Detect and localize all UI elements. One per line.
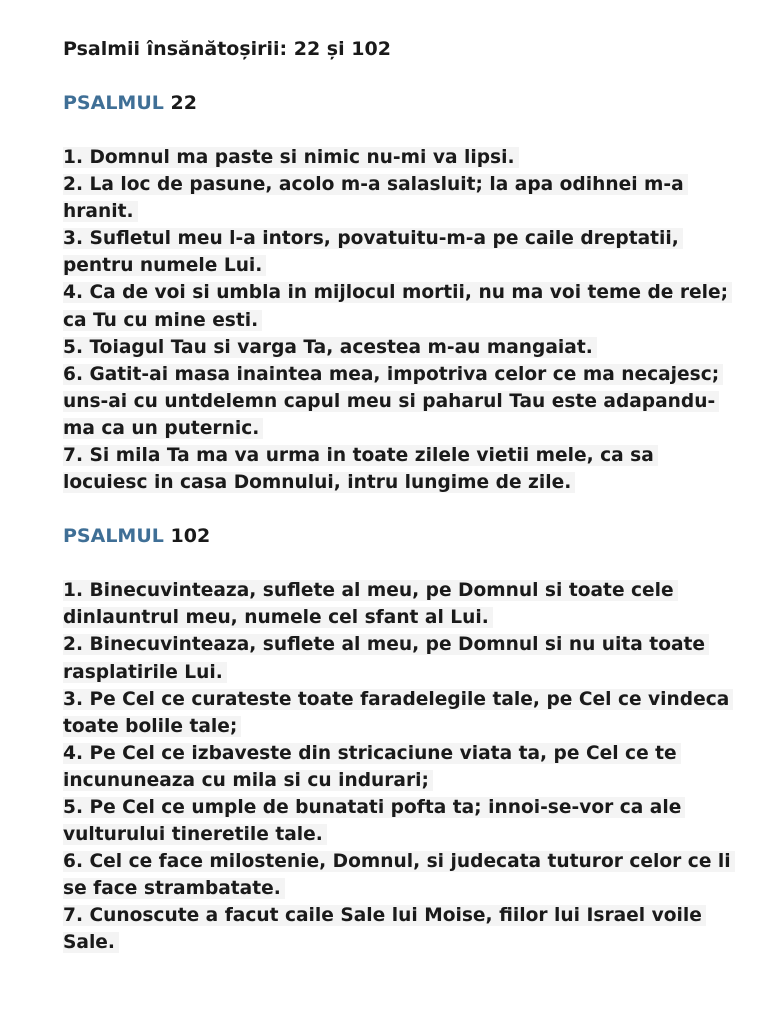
verse-5: 5. Pe Cel ce umple de bunatati pofta ta; innoi-se-vor ca ale vulturului tineretile tale.: [63, 797, 685, 845]
verse-3: 3. Sufletul meu l-a intors, povatuitu-m-a pe caile dreptatii, pentru numele Lui.: [63, 228, 683, 276]
psalm-heading-number: 22: [170, 92, 197, 114]
verse-6: 6. Cel ce face milostenie, Domnul, si judecata tuturor celor ce li se face strambatate.: [63, 851, 735, 899]
verse-5: 5. Toiagul Tau si varga Ta, acestea m-au mangaiat.: [63, 337, 597, 358]
verse-7: 7. Cunoscute a facut caile Sale lui Moise, fiilor lui Israel voile Sale.: [63, 905, 706, 953]
verse-2: 2. La loc de pasune, acolo m-a salasluit; la apa odihnei m-a hranit.: [63, 174, 688, 222]
psalm-102-verses: [63, 577, 733, 956]
psalm-102-section: [63, 523, 733, 956]
verse-2: 2. Binecuvinteaza, suflete al meu, pe Domnul si nu uita toate rasplatirile Lui.: [63, 634, 709, 682]
verse-4: 4. Pe Cel ce izbaveste din stricaciune viata ta, pe Cel ce te incununeaza cu mila si cu indurari;: [63, 743, 681, 791]
document-page: [63, 36, 733, 957]
verse-6: 6. Gatit-ai masa inaintea mea, impotriva celor ce ma necajesc; uns-ai cu untdelemn capul meu si paharul Tau este adapandu-ma ca un puternic.: [63, 364, 723, 439]
verse-3: 3. Pe Cel ce curateste toate faradelegile tale, pe Cel ce vindeca toate bolile tale;: [63, 689, 733, 737]
verse-1: 1. Domnul ma paste si nimic nu-mi va lipsi.: [63, 147, 519, 168]
verse-7: 7. Si mila Ta ma va urma in toate zilele vietii mele, ca sa locuiesc in casa Domnului, intru lungime de zile.: [63, 445, 658, 493]
psalm-heading-word: PSALMUL: [63, 525, 164, 548]
psalm-22-heading: [63, 90, 733, 117]
psalm-102-heading: [63, 523, 733, 550]
psalm-heading-word: PSALMUL: [63, 92, 164, 114]
verse-1: 1. Binecuvinteaza, suflete al meu, pe Domnul si toate cele dinlauntrul meu, numele cel sfant al Lui.: [63, 580, 678, 628]
document-title: Psalmii însănătoșirii: 22 și 102: [63, 38, 391, 60]
psalm-22-verses: [63, 144, 733, 496]
psalm-heading-number: 102: [170, 525, 211, 548]
verse-4: 4. Ca de voi si umbla in mijlocul mortii, nu ma voi teme de rele; ca Tu cu mine esti.: [63, 282, 732, 330]
psalm-22-section: [63, 90, 733, 496]
